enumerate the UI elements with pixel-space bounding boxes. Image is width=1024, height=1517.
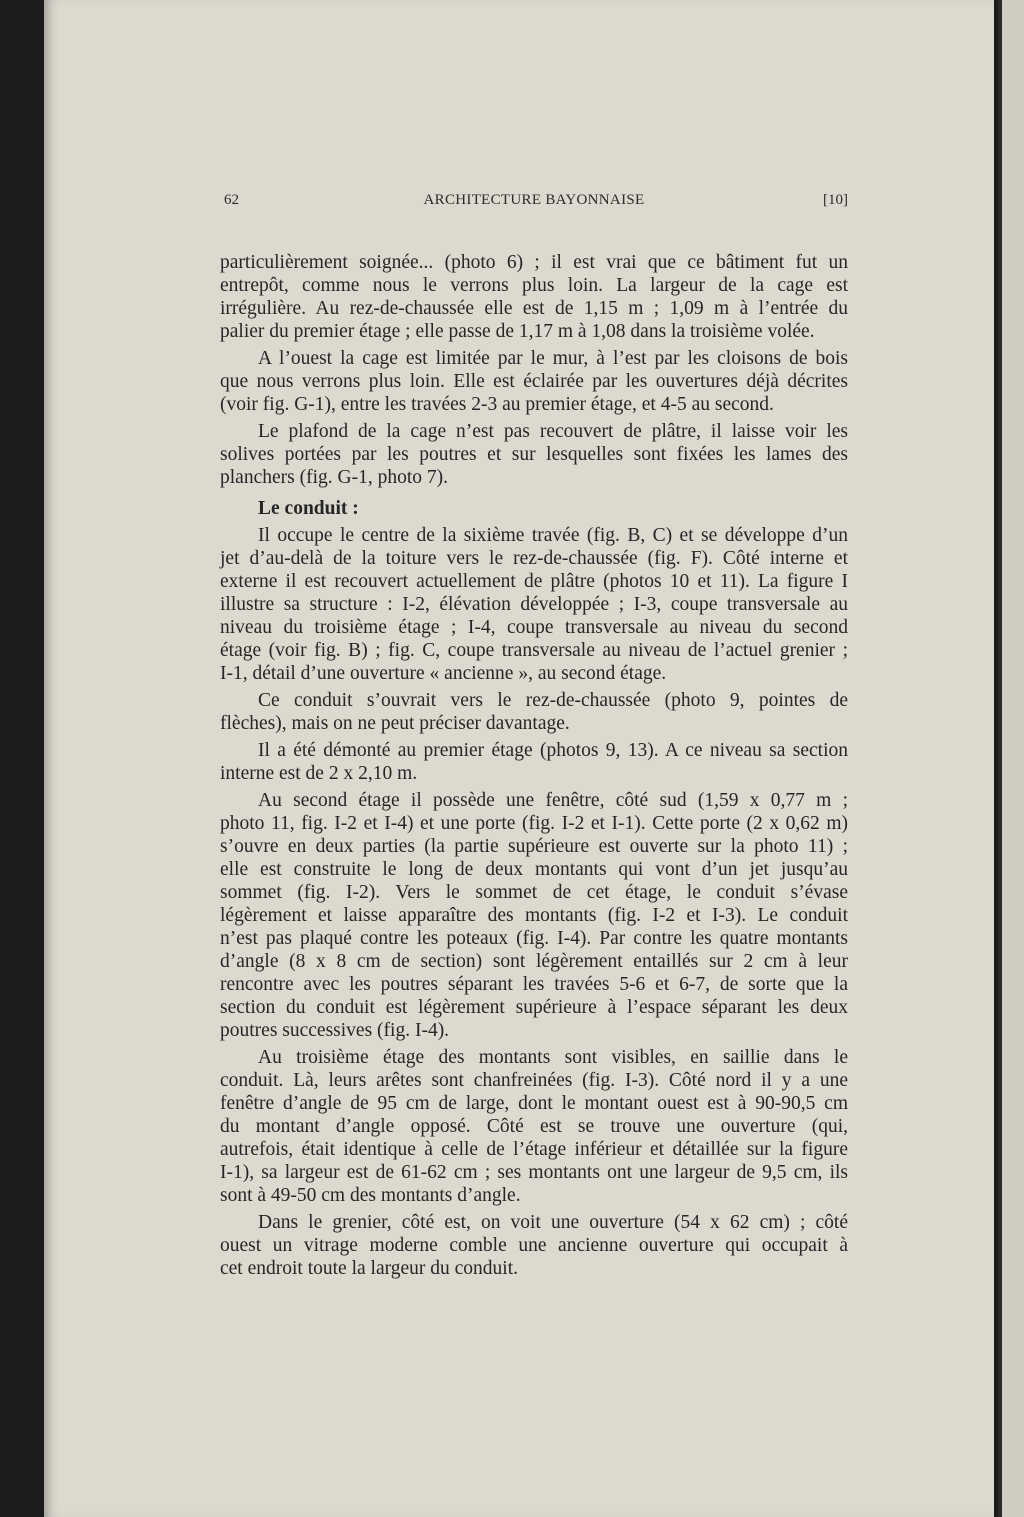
paragraph xyxy=(220,1046,848,1207)
text-line: poutres successives (fig. I-4). xyxy=(220,1020,450,1041)
text-line: interne est de 2 x 2,10 m. xyxy=(220,763,418,784)
text-line: Il a été démonté au premier étage (photos 9, 13). A ce niveau sa section xyxy=(258,740,848,761)
paragraph xyxy=(220,689,848,735)
facing-page-edge xyxy=(998,0,1024,1517)
text-line: légèrement et laisse apparaître des montants (fig. I-2 et I-3). Le conduit xyxy=(220,905,848,926)
text-line: étage (voir fig. B) ; fig. C, coupe transversale au niveau de l’actuel grenier ; xyxy=(220,640,848,661)
text-line: sont à 49-50 cm des montants d’angle. xyxy=(220,1185,521,1206)
text-line: jet d’au-delà de la toiture vers le rez-de-chaussée (fig. F). Côté interne et xyxy=(220,548,848,569)
text-line: autrefois, était identique à celle de l’étage inférieur et détaillée sur la figure xyxy=(220,1139,848,1160)
text-line: Au second étage il possède une fenêtre, côté sud (1,59 x 0,77 m ; xyxy=(258,790,848,811)
text-line: Au troisième étage des montants sont visibles, en saillie dans le xyxy=(258,1047,848,1068)
text-line: externe il est recouvert actuellement de plâtre (photos 10 et 11). La figure I xyxy=(220,571,848,592)
text-line: photo 11, fig. I-2 et I-4) et une porte (fig. I-2 et I-1). Cette porte (2 x 0,62 m) xyxy=(220,813,848,834)
text-line: irrégulière. Au rez-de-chaussée elle est de 1,15 m ; 1,09 m à l’entrée du xyxy=(220,298,848,319)
paragraph xyxy=(220,251,848,343)
text-line: ouest un vitrage moderne comble une ancienne ouverture qui occupait à xyxy=(220,1235,848,1256)
text-line: du montant d’angle opposé. Côté est se trouve une ouverture (qui, xyxy=(220,1116,848,1137)
text-line: d’angle (8 x 8 cm de section) sont légèrement entaillés sur 2 cm à leur xyxy=(220,951,848,972)
text-line: niveau du troisième étage ; I-4, coupe transversale au niveau du second xyxy=(220,617,848,638)
text-line: palier du premier étage ; elle passe de 1,17 m à 1,08 dans la troisième volée. xyxy=(220,321,815,342)
text-line: Dans le grenier, côté est, on voit une ouverture (54 x 62 cm) ; côté xyxy=(258,1212,848,1233)
paragraph xyxy=(220,789,848,1042)
text-line: s’ouvre en deux parties (la partie supérieure est ouverte sur la photo 11) ; xyxy=(220,836,848,857)
text-line: flèches), mais on ne peut préciser davantage. xyxy=(220,713,570,734)
paragraph xyxy=(220,739,848,785)
text-line: que nous verrons plus loin. Elle est éclairée par les ouvertures déjà décrites xyxy=(220,371,848,392)
text-line: I-1), sa largeur est de 61-62 cm ; ses montants ont une largeur de 9,5 cm, ils xyxy=(220,1162,848,1183)
text-line: Il occupe le centre de la sixième travée (fig. B, C) et se développe d’un xyxy=(258,525,848,546)
text-line: n’est pas plaqué contre les poteaux (fig. I-4). Par contre les quatre montants xyxy=(220,928,848,949)
text-line: planchers (fig. G-1, photo 7). xyxy=(220,467,448,488)
body-text xyxy=(220,251,848,1280)
text-line: A l’ouest la cage est limitée par le mur, à l’est par les cloisons de bois xyxy=(258,348,848,369)
text-line: fenêtre d’angle de 95 cm de large, dont le montant ouest est à 90-90,5 cm xyxy=(220,1093,848,1114)
section-heading: Le conduit : xyxy=(258,498,359,519)
text-line: Ce conduit s’ouvrait vers le rez-de-chaussée (photo 9, pointes de xyxy=(258,690,848,711)
running-title: ARCHITECTURE BAYONNAISE xyxy=(423,192,645,208)
text-line: solives portées par les poutres et sur lesquelles sont fixées les lames des xyxy=(220,444,848,465)
page-number: 62 xyxy=(224,192,239,208)
text-line: section du conduit est légèrement supérieure à l’espace séparant les deux xyxy=(220,997,848,1018)
text-line: particulièrement soignée... (photo 6) ; il est vrai que ce bâtiment fut un xyxy=(220,252,848,273)
text-line: sommet (fig. I-2). Vers le sommet de cet étage, le conduit s’évase xyxy=(220,882,848,903)
text-line: illustre sa structure : I-2, élévation développée ; I-3, coupe transversale au xyxy=(220,594,848,615)
text-line: cet endroit toute la largeur du conduit. xyxy=(220,1258,519,1279)
text-line: entrepôt, comme nous le verrons plus loin. La largeur de la cage est xyxy=(220,275,848,296)
text-line: conduit. Là, leurs arêtes sont chanfreinées (fig. I-3). Côté nord il y a une xyxy=(220,1070,848,1091)
paragraph xyxy=(220,524,848,685)
text-line: (voir fig. G-1), entre les travées 2-3 au premier étage, et 4-5 au second. xyxy=(220,394,774,415)
text-line: elle est construite le long de deux montants qui vont d’un jet jusqu’au xyxy=(220,859,848,880)
paragraph xyxy=(220,1211,848,1280)
paragraph xyxy=(220,420,848,489)
paragraph xyxy=(220,347,848,416)
section-number: [10] xyxy=(823,192,848,208)
text-line: I-1, détail d’une ouverture « ancienne », au second étage. xyxy=(220,663,667,684)
text-line: Le plafond de la cage n’est pas recouvert de plâtre, il laisse voir les xyxy=(258,421,848,442)
running-header xyxy=(220,192,848,214)
text-line: rencontre avec les poutres séparant les travées 5-6 et 6-7, de sorte que la xyxy=(220,974,848,995)
